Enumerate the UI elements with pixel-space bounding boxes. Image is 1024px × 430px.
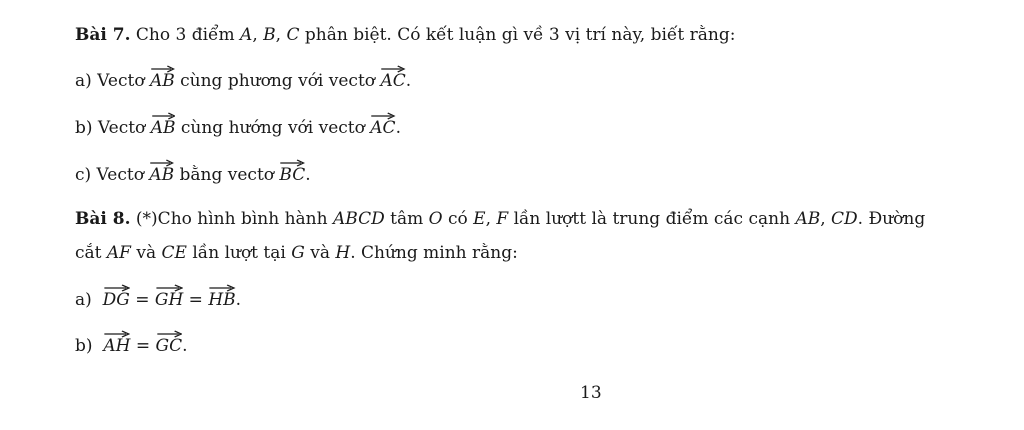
vector-name: GH xyxy=(154,290,184,310)
vector-name: HB xyxy=(208,290,236,310)
item-label: c) xyxy=(75,165,92,185)
vector xyxy=(380,68,405,92)
vector xyxy=(370,115,395,139)
exercise-7-item-c xyxy=(75,162,311,186)
vector xyxy=(103,333,130,357)
math: F xyxy=(496,209,509,229)
text: , xyxy=(820,209,832,229)
vector-arrow-icon xyxy=(279,159,305,167)
vector xyxy=(150,68,175,92)
item-label: a) xyxy=(75,290,92,310)
text: Vectơ xyxy=(91,165,150,185)
vector xyxy=(279,162,305,186)
exercise-8-item-a xyxy=(75,287,241,311)
exercise-7-item-b xyxy=(75,115,401,139)
text: , xyxy=(252,25,264,45)
math: ABCD xyxy=(332,209,385,229)
vector xyxy=(156,333,183,357)
vector-arrow-icon xyxy=(103,330,130,338)
equals-sign: = xyxy=(129,290,155,310)
text: phân biệt. Có kết luận gì về 3 vị trí này, biết rằng: xyxy=(299,25,736,45)
vector-arrow-icon xyxy=(151,112,176,120)
text: cùng hướng với vectơ xyxy=(175,118,371,138)
vector xyxy=(103,287,130,311)
text: . xyxy=(395,118,401,138)
equals-sign: = xyxy=(130,336,156,356)
exercise-8-item-b xyxy=(75,333,188,357)
text: lần lượt tại xyxy=(186,243,292,263)
vector-arrow-icon xyxy=(370,112,395,120)
point-c: C xyxy=(286,25,300,45)
vector xyxy=(155,287,183,311)
math: E xyxy=(473,209,486,229)
vector-arrow-icon xyxy=(149,159,174,167)
math: G xyxy=(291,243,305,263)
exercise-7-item-a xyxy=(75,68,411,92)
text: . Chứng minh rằng: xyxy=(350,243,518,263)
item-label: b) xyxy=(75,336,93,356)
point-a: A xyxy=(240,25,253,45)
vector-name: AB xyxy=(150,118,176,138)
text: . xyxy=(235,290,242,310)
text: , xyxy=(485,209,497,229)
vector xyxy=(151,115,176,139)
exercise-7-heading: Bài 7. xyxy=(75,25,131,45)
text: cùng phương với vectơ xyxy=(174,71,381,91)
text: , xyxy=(275,25,287,45)
text: lần lượtt là trung điểm các cạnh xyxy=(508,209,796,229)
exercise-8-heading: Bài 8. xyxy=(75,209,131,229)
item-label: a) xyxy=(75,71,92,91)
vector-name: AC xyxy=(370,118,396,138)
vector-name: AH xyxy=(103,336,131,356)
text: Vectơ xyxy=(91,71,150,91)
vector-arrow-icon xyxy=(150,65,175,73)
vector-name: BC xyxy=(279,165,306,185)
text: . xyxy=(405,71,412,91)
text: Cho 3 điểm xyxy=(130,25,241,45)
vector-arrow-icon xyxy=(156,330,183,338)
vector xyxy=(149,162,174,186)
vector-arrow-icon xyxy=(155,284,183,292)
equals-sign: = xyxy=(183,290,209,310)
math: CD xyxy=(831,209,858,229)
vector-arrow-icon xyxy=(103,284,130,292)
text: và xyxy=(304,243,336,263)
text: tâm xyxy=(384,209,429,229)
point-b: B xyxy=(263,25,276,45)
item-label: b) xyxy=(75,118,93,138)
math: AF xyxy=(106,243,131,263)
page-number: 13 xyxy=(580,383,602,403)
math: CE xyxy=(161,243,187,263)
vector-arrow-icon xyxy=(208,284,235,292)
vector-name: AB xyxy=(149,165,175,185)
exercise-8-statement-line-2 xyxy=(75,242,518,264)
vector-name: AC xyxy=(380,71,406,91)
text: Vectơ xyxy=(92,118,151,138)
vector-arrow-icon xyxy=(380,65,405,73)
vector-name: DG xyxy=(102,290,130,310)
text: có xyxy=(442,209,474,229)
math: H xyxy=(335,243,351,263)
text: cắt xyxy=(75,243,107,263)
text: và xyxy=(130,243,162,263)
math: O xyxy=(428,209,443,229)
vector-name: GC xyxy=(155,336,183,356)
vector xyxy=(208,287,235,311)
text: (*)Cho hình bình hành xyxy=(130,209,333,229)
text: bằng vectơ xyxy=(174,165,280,185)
text: . xyxy=(182,336,188,356)
exercise-8-statement-line-1 xyxy=(75,208,925,230)
math: AB xyxy=(795,209,821,229)
text: . Đường xyxy=(857,209,926,229)
vector-name: AB xyxy=(149,71,175,91)
text: . xyxy=(305,165,311,185)
exercise-7-statement xyxy=(75,24,735,46)
